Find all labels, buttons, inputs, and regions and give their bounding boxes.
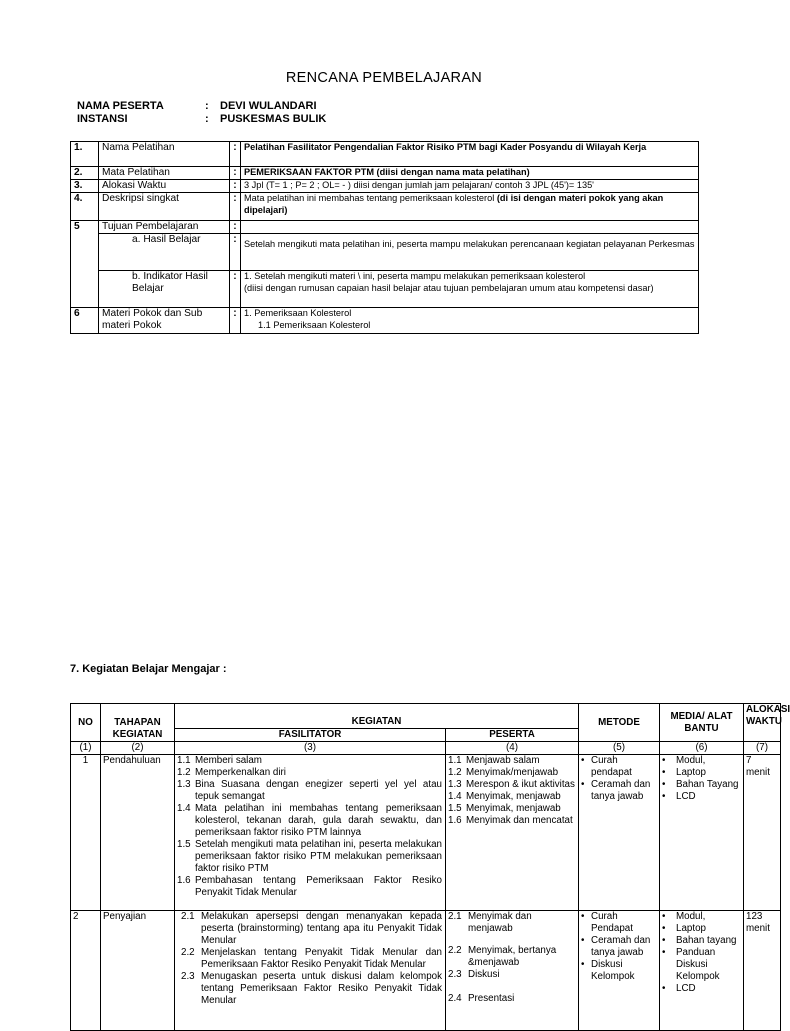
list-item: 2.2 Menyimak, bertanya &menjawab: [448, 945, 557, 968]
table-row: [71, 911, 781, 1031]
header-peserta: PESERTA: [446, 729, 579, 742]
row-label: Tujuan Pembelajaran: [99, 221, 230, 234]
materi-value: [241, 308, 699, 334]
list-item: 1.6 Menyimak dan mencatat: [448, 815, 573, 826]
list-item: 1.2 Memperkenalkan diri: [177, 767, 286, 778]
list-item: 2.2 Menjelaskan tentang Penyakit Tidak Menular dan Pemeriksaan Faktor Resiko Penyakit Tidak Menular: [181, 947, 442, 970]
row-label: Alokasi Waktu: [99, 180, 230, 193]
list-item: • Curah Pendapat: [581, 911, 633, 934]
row-metode: [579, 755, 660, 911]
row-waktu: 123 menit: [744, 911, 781, 1031]
row-no: 3.: [71, 180, 99, 193]
col-number: (3): [175, 742, 446, 755]
list-item: • Modul,: [662, 755, 706, 766]
indikator-note: (diisi dengan rumusan capaian hasil belajar atau tujuan pembelajaran umum atau kompetensi dasar): [244, 282, 654, 293]
list-item: 1.5 Setelah mengikuti mata pelatihan ini, peserta melakukan pemeriksaan faktor risiko PTM melakukan pemeriksaan faktor risiko PTM: [177, 839, 442, 874]
list-item: 2.4 Presentasi: [448, 993, 515, 1004]
row-colon: :: [230, 167, 241, 180]
meta-instansi-value: PUSKESMAS BULIK: [220, 113, 327, 125]
submateri-line: 1.1 Pemeriksaan Kolesterol: [258, 319, 371, 330]
col-number: (1): [71, 742, 101, 755]
list-item: 1.3 Merespon & ikut aktivitas: [448, 779, 575, 790]
header-no: NO: [71, 704, 101, 742]
col-number: (2): [101, 742, 175, 755]
list-item: 1.3 Bina Suasana dengan enegizer seperti yel yel atau tepuk semangat: [177, 779, 442, 802]
alokasi-waktu-value: 3 Jpl (T= 1 ; P= 2 ; OL= - ) diisi dengan jumlah jam pelajaran/ contoh 3 JPL (45')= 135': [241, 180, 699, 193]
table-row: [71, 755, 781, 911]
list-item: 1.4 Mata pelatihan ini membahas tentang pemeriksaan kolesterol, tekanan darah, gula darah sewaktu, dan pemeriksaan faktor risiko PTM lainnya: [177, 803, 442, 838]
row-fasilitator: [175, 755, 446, 911]
list-item: 2.3 Menugaskan peserta untuk diskusi dalam kelompok tentang Pemeriksaan Faktor Resiko Penyakit Tidak Menular: [181, 971, 442, 1006]
row-label: a. Hasil Belajar: [99, 234, 230, 271]
section-heading: 7. Kegiatan Belajar Mengajar :: [70, 663, 227, 675]
list-item: 2.1 Melakukan apersepsi dengan menanyakan kepada peserta (brainstorming) tentang apa itu Penyakit Tidak Menular: [181, 911, 442, 946]
list-item: • Ceramah dan tanya jawab: [581, 779, 651, 802]
row-colon: :: [230, 221, 241, 234]
deskripsi-text: Mata pelatihan ini membahas tentang pemeriksaan kolesterol: [244, 193, 497, 203]
col-number: (7): [744, 742, 781, 755]
indikator-line: 1. Setelah mengikuti materi \ ini, peserta mampu melakukan pemeriksaan kolesterol: [244, 271, 586, 281]
row-no: 1: [71, 755, 101, 911]
row-metode: [579, 911, 660, 1031]
list-item: • Panduan Diskusi Kelompok: [662, 947, 720, 982]
row-label: Mata Pelatihan: [99, 167, 230, 180]
mata-pelatihan-value: PEMERIKSAAN FAKTOR PTM (diisi dengan nama mata pelatihan): [241, 167, 699, 180]
meta-colon: :: [205, 113, 209, 125]
list-item: • Laptop: [662, 923, 706, 934]
row-tahapan: Penyajian: [101, 911, 175, 1031]
list-item: • Bahan tayang: [662, 935, 737, 946]
row-label: b. Indikator Hasil Belajar: [99, 271, 230, 308]
row-no: 6: [71, 308, 99, 334]
row-colon: :: [230, 193, 241, 221]
list-item: • LCD: [662, 983, 696, 994]
meta-nama-value: DEVI WULANDARI: [220, 100, 317, 112]
header-fasilitator: FASILITATOR: [175, 729, 446, 742]
meta-nama-label: NAMA PESERTA: [77, 100, 164, 112]
header-metode: METODE: [579, 704, 660, 742]
row-fasilitator: [175, 911, 446, 1031]
kbm-table: [70, 703, 790, 1031]
meta-instansi-label: INSTANSI: [77, 113, 128, 125]
list-item: • Curah pendapat: [581, 755, 632, 778]
header-alokasi: ALOKASI WAKTU: [744, 704, 781, 742]
row-no: 2: [71, 911, 101, 1031]
col-number: (4): [446, 742, 579, 755]
header-media: MEDIA/ ALAT BANTU: [660, 704, 744, 742]
meta-colon: :: [205, 100, 209, 112]
row-label: Materi Pokok dan Sub materi Pokok: [99, 308, 230, 334]
row-waktu: 7 menit: [744, 755, 781, 911]
list-item: • Bahan Tayang: [662, 779, 739, 790]
row-label: Nama Pelatihan: [99, 142, 230, 167]
list-item: 2.1 Menyimak dan menjawab: [448, 911, 532, 934]
list-item: • Ceramah dan tanya jawab: [581, 935, 651, 958]
row-colon: :: [230, 308, 241, 334]
row-colon: :: [230, 271, 241, 308]
list-item: 1.2 Menyimak/menjawab: [448, 767, 559, 778]
page-title: RENCANA PEMBELAJARAN: [285, 70, 483, 86]
row-media: [660, 911, 744, 1031]
header-tahapan: TAHAPAN KEGIATAN: [101, 704, 175, 742]
materi-line: 1. Pemeriksaan Kolesterol: [244, 308, 352, 318]
col-number: (5): [579, 742, 660, 755]
tujuan-value: [241, 221, 699, 234]
deskripsi-value: [241, 193, 699, 221]
col-number: (6): [660, 742, 744, 755]
list-item: • Diskusi Kelompok: [581, 959, 635, 982]
row-peserta: [446, 755, 579, 911]
row-colon: :: [230, 142, 241, 167]
row-label: Deskripsi singkat: [99, 193, 230, 221]
hasil-belajar-value: Setelah mengikuti mata pelatihan ini, peserta mampu melakukan perencanaan kegiatan pelayanan Perkesmas: [241, 234, 699, 271]
list-item: 1.1 Menjawab salam: [448, 755, 540, 766]
row-peserta: [446, 911, 579, 1031]
row-no: 5: [71, 221, 99, 308]
list-item: 1.1 Memberi salam: [177, 755, 262, 766]
info-table: [70, 141, 699, 334]
list-item: 1.6 Pembahasan tentang Pemeriksaan Faktor Resiko Penyakit Tidak Menular: [177, 875, 442, 898]
deskripsi-note: (di isi dengan materi pokok yang akan dipelajari): [244, 193, 664, 215]
list-item: 1.4 Menyimak, menjawab: [448, 791, 561, 802]
header-kegiatan: KEGIATAN: [175, 704, 579, 729]
list-item: 1.5 Menyimak, menjawab: [448, 803, 561, 814]
list-item: • LCD: [662, 791, 696, 802]
list-item: • Modul,: [662, 911, 706, 922]
list-item: • Laptop: [662, 767, 706, 778]
row-no: 4.: [71, 193, 99, 221]
row-no: 2.: [71, 167, 99, 180]
row-colon: :: [230, 180, 241, 193]
row-no: 1.: [71, 142, 99, 167]
row-tahapan: Pendahuluan: [101, 755, 175, 911]
row-media: [660, 755, 744, 911]
row-colon: :: [230, 234, 241, 271]
nama-pelatihan-value: Pelatihan Fasilitator Pengendalian Faktor Risiko PTM bagi Kader Posyandu di Wilayah Kerja: [241, 142, 699, 167]
list-item: 2.3 Diskusi: [448, 969, 500, 980]
indikator-value: [241, 271, 699, 308]
